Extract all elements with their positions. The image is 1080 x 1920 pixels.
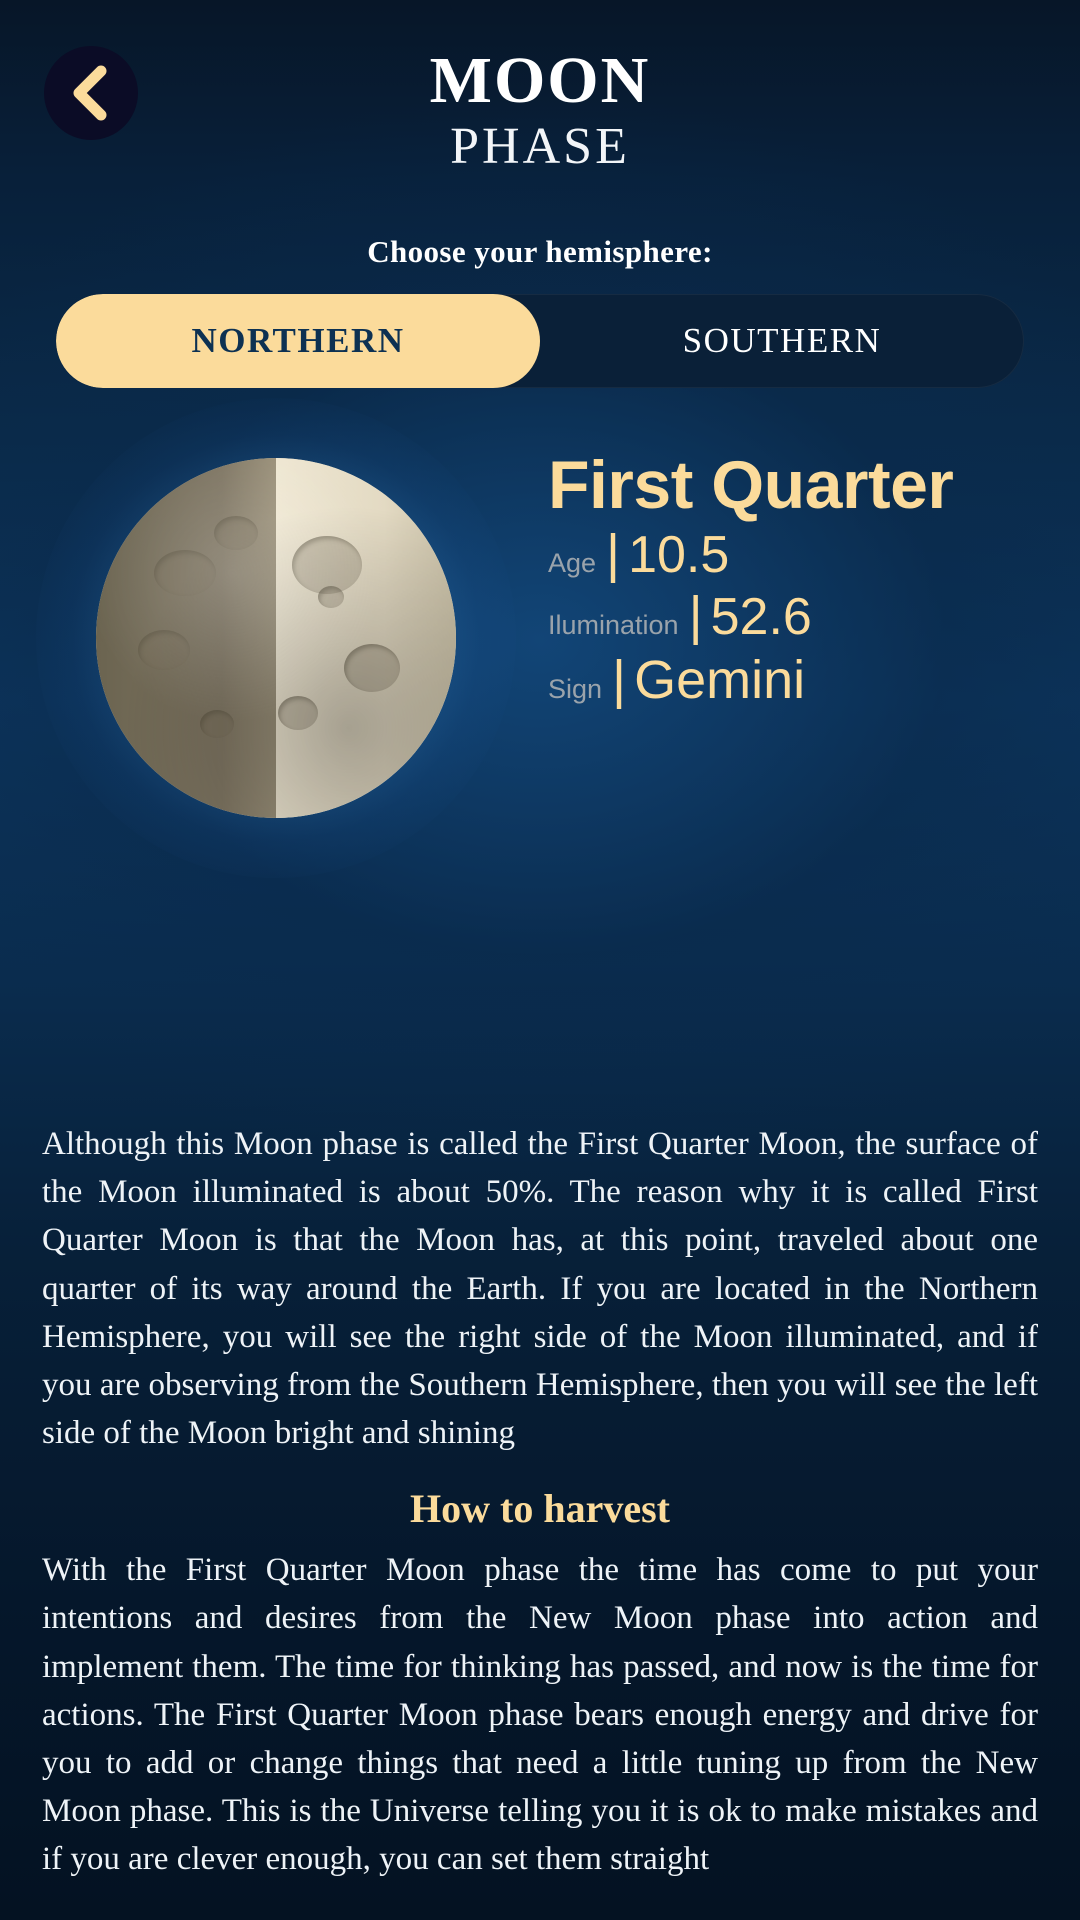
description-section [42, 1120, 1038, 1883]
phase-name: First Quarter [548, 447, 954, 523]
moon-image [96, 458, 456, 818]
stat-illumination-separator: | [688, 585, 703, 646]
chevron-left-icon [71, 65, 111, 121]
intro-paragraph: Although this Moon phase is called the First Quarter Moon, the surface of the Moon illuminated is about 50%. The reason why it is called First Quarter Moon is that the Moon has, at this point, traveled about one quarter of its way around the Earth. If you are located in the Northern Hemisphere, you will see the right side of the Moon illuminated, and if you are observing from the Southern Hemisphere, then you will see the left side of the Moon bright and shining [42, 1126, 1038, 1452]
stat-sign-separator: | [612, 650, 627, 711]
stat-age-label: Age [548, 547, 597, 578]
stat-sign-label: Sign [548, 674, 603, 705]
hemisphere-option-northern[interactable]: NORTHERN [56, 294, 540, 388]
hemisphere-label: Choose your hemisphere: [367, 234, 713, 269]
header [0, 0, 1080, 210]
section-heading-how-to-harvest: How to harvest [410, 1486, 670, 1532]
back-button[interactable] [44, 46, 138, 140]
moon-shading [96, 458, 456, 818]
title-main: MOON [429, 44, 651, 117]
hemisphere-segmented-control[interactable] [56, 294, 1024, 388]
stat-sign-value: Gemini [634, 650, 806, 711]
hemisphere-option-southern[interactable]: SOUTHERN [540, 294, 1024, 388]
stat-age [548, 523, 1040, 584]
stat-age-separator: | [606, 523, 621, 584]
title-sub: PHASE [450, 118, 630, 175]
moon-info [548, 447, 1040, 711]
stat-sign [548, 651, 1040, 709]
page-title [0, 0, 1080, 179]
stat-illumination-value: 52.6 [710, 587, 812, 646]
moon-disc [96, 458, 456, 818]
stat-illumination [548, 585, 1040, 646]
stat-illumination-label: Ilumination [548, 609, 679, 640]
moon-summary [0, 447, 1080, 970]
stat-age-value: 10.5 [628, 525, 730, 584]
harvest-paragraph: With the First Quarter Moon phase the time has come to put your intentions and desires from the New Moon phase into action and implement them. The time for thinking has passed, and now is the time for actions. The First Quarter Moon phase bears enough energy and drive for you to add or change things that need a little tuning up from the New Moon phase. This is the Universe telling you it is ok to make mistakes and if you are clever enough, you can set them straight [42, 1552, 1038, 1878]
